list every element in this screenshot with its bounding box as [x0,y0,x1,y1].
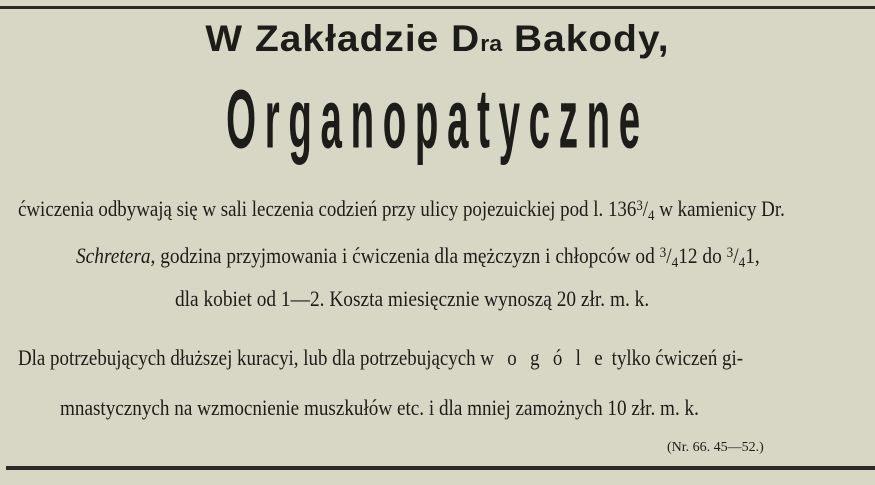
top-rule [0,6,875,9]
title: Organopatyczne [226,73,649,167]
bottom-rule [6,466,875,470]
paragraph2-line1: Dla potrzebujących dłuższej kuracyi, lub dla potrzebujących w o g ó l e tylko ćwiczeń gi- [18,345,744,370]
paragraph2-line2: mnastycznych na wzmocnienie muszkułów etc. i dla mniej zamożnych 10 złr. m. k. [60,395,699,420]
paragraph1-line1: ćwiczenia odbywają się w sali leczenia codzień przy ulicy pojezuickiej pod l. $136^3/4$ w kamienicy Dr. [18,196,785,224]
paragraph1-line2: Schretera, godzina przyjmowania i ćwiczenia dla mężczyzn i chłopców od $^3$/412 do $^3$/41, [76,243,760,271]
heading: W Zakładzie Dra Bakody, [205,18,670,59]
paragraph1-line3: dla kobiet od 1—2. Koszta miesięcznie wynoszą 20 złr. m. k. [175,286,650,311]
reference-number: (Nr. 66. 45—52.) [667,440,764,455]
